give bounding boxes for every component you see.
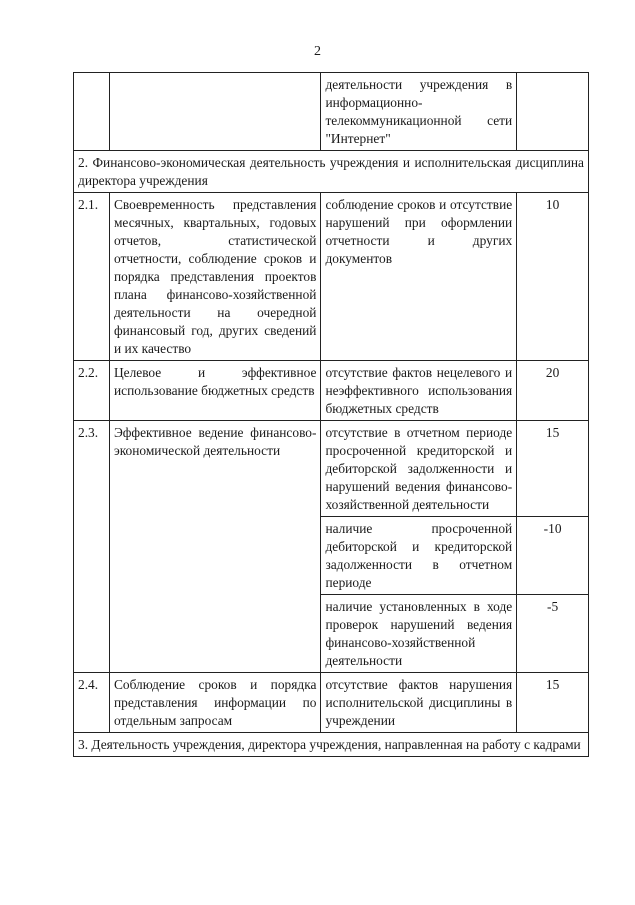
table-row xyxy=(74,193,589,361)
indicator-text: отсутствие фактов нарушения исполнительской дисциплины в учреждении xyxy=(321,673,517,733)
section-header-row xyxy=(74,733,589,757)
score-value: -5 xyxy=(517,595,589,673)
row-number: 2.1. xyxy=(74,193,110,361)
indicator-text: наличие просроченной дебиторской и кредиторской задолженности в отчетном периоде xyxy=(321,517,517,595)
score-value: 20 xyxy=(517,361,589,421)
indicator-text: наличие установленных в ходе проверок нарушений ведения финансово-хозяйственной деятельности xyxy=(321,595,517,673)
criterion-text: Соблюдение сроков и порядка представления информации по отдельным запросам xyxy=(109,673,321,733)
score-value: -10 xyxy=(517,517,589,595)
section-header-row xyxy=(74,151,589,193)
score-value: 15 xyxy=(517,421,589,517)
table-row xyxy=(74,361,589,421)
page-number: 2 xyxy=(314,44,321,59)
criterion-text: Целевое и эффективное использование бюджетных средств xyxy=(109,361,321,421)
row-number-cell xyxy=(74,73,110,151)
row-number: 2.3. xyxy=(74,421,110,673)
score-value: 15 xyxy=(517,673,589,733)
row-number: 2.2. xyxy=(74,361,110,421)
table-row xyxy=(74,73,589,151)
indicator-text: отсутствие фактов нецелевого и неэффективного использования бюджетных средств xyxy=(321,361,517,421)
criterion-text: Своевременность представления месячных, квартальных, годовых отчетов, статистической отчетности, соблюдение сроков и порядка представления проектов плана финансово-хозяйственной деятельности на очередной финансовый год, других сведений и их качество xyxy=(109,193,321,361)
section-3-title: 3. Деятельность учреждения, директора учреждения, направленная на работу с кадрами xyxy=(74,733,589,757)
criterion-text: Эффективное ведение финансово-экономической деятельности xyxy=(109,421,321,673)
indicator-text: отсутствие в отчетном периоде просроченной кредиторской и дебиторской задолженности и нарушений ведения финансово-хозяйственной деятельности xyxy=(321,421,517,517)
criteria-table xyxy=(73,72,589,757)
table-row xyxy=(74,421,589,517)
section-2-title: 2. Финансово-экономическая деятельность учреждения и исполнительская дисциплина директора учреждения xyxy=(74,151,589,193)
score-value: 10 xyxy=(517,193,589,361)
score-cell xyxy=(517,73,589,151)
table-row xyxy=(74,673,589,733)
indicator-cell: деятельности учреждения в информационно-телекоммуникационной сети "Интернет" xyxy=(321,73,517,151)
indicator-text: соблюдение сроков и отсутствие нарушений при оформлении отчетности и других документов xyxy=(321,193,517,361)
criterion-cell xyxy=(109,73,321,151)
row-number: 2.4. xyxy=(74,673,110,733)
